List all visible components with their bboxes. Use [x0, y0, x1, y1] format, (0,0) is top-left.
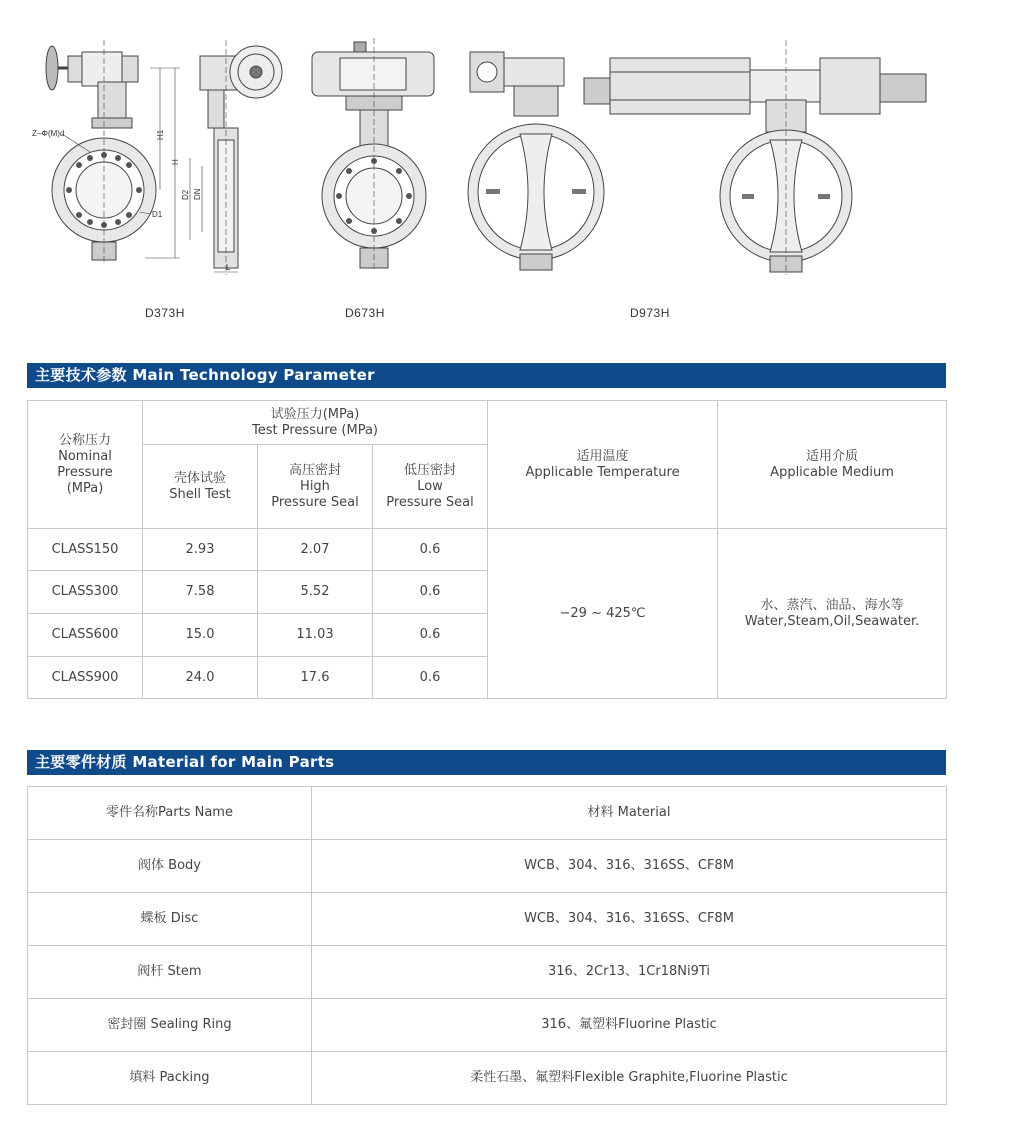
- technology-parameter-table: [27, 400, 947, 699]
- cell-temperature: −29 ~ 425℃: [488, 529, 718, 699]
- header-shell-cn: 壳体试验: [173, 470, 226, 486]
- header-medium-cn: 适用介质: [806, 448, 859, 464]
- cell-shell: 7.58: [143, 571, 258, 614]
- header-nominal-cn: 公称压力: [58, 432, 111, 448]
- label-d1: D1: [152, 210, 163, 219]
- label-d2: D2: [181, 189, 190, 200]
- cell-high: 17.6: [258, 657, 373, 699]
- cell-material: WCB、304、316、316SS、CF8M: [312, 893, 947, 946]
- table-row: [28, 529, 947, 571]
- header-high-cn: 高压密封: [288, 462, 341, 478]
- cell-part-name: 阀体 Body: [28, 840, 312, 893]
- model-label-d673h: D673H: [345, 306, 385, 320]
- model-label-d373h: D373H: [145, 306, 185, 320]
- cell-high: 11.03: [258, 614, 373, 657]
- cell-part-name: 填料 Packing: [28, 1052, 312, 1105]
- model-label-d973h: D973H: [630, 306, 670, 320]
- d373h-front-view: [46, 40, 180, 265]
- header-test-cn: 试验压力(MPa): [270, 406, 360, 422]
- cell-shell: 2.93: [143, 529, 258, 571]
- section-title-materials: 主要零件材质 Material for Main Parts: [27, 750, 946, 775]
- header-material: 材料 Material: [312, 787, 947, 840]
- header-nominal-en3: (MPa): [66, 480, 104, 496]
- section-title-technology: 主要技术参数 Main Technology Parameter: [27, 363, 946, 388]
- table-row: [28, 946, 947, 999]
- valve-drawings-svg: [0, 0, 1017, 300]
- d973h-pneumatic-view: [584, 40, 926, 275]
- cell-class: CLASS300: [28, 571, 143, 614]
- cell-medium: [718, 529, 947, 699]
- cell-medium-en: Water,Steam,Oil,Seawater.: [744, 613, 920, 629]
- cell-shell: 15.0: [143, 614, 258, 657]
- header-low-cn: 低压密封: [404, 462, 457, 478]
- cell-material: WCB、304、316、316SS、CF8M: [312, 840, 947, 893]
- header-temp-en: Applicable Temperature: [525, 464, 680, 480]
- d373h-side-view: [190, 40, 282, 275]
- header-low-pressure-seal: [373, 445, 488, 529]
- cell-low: 0.6: [373, 529, 488, 571]
- table-row: [28, 840, 947, 893]
- cell-class: CLASS600: [28, 614, 143, 657]
- cell-low: 0.6: [373, 571, 488, 614]
- cell-part-name: 阀杆 Stem: [28, 946, 312, 999]
- cell-high: 5.52: [258, 571, 373, 614]
- cell-part-name: 密封圈 Sealing Ring: [28, 999, 312, 1052]
- header-test-pressure: [143, 401, 488, 445]
- label-dn: DN: [193, 188, 202, 200]
- header-low-en1: Low: [417, 478, 443, 494]
- cell-material: 316、氟塑料Fluorine Plastic: [312, 999, 947, 1052]
- valve-drawings: [0, 0, 1017, 330]
- header-high-pressure-seal: [258, 445, 373, 529]
- label-z-phi: Z−Φ(M)d: [32, 129, 65, 138]
- cell-shell: 24.0: [143, 657, 258, 699]
- material-table: [27, 786, 947, 1105]
- header-nominal-pressure: [28, 401, 143, 529]
- cell-material: 柔性石墨、氟塑料Flexible Graphite,Fluorine Plastic: [312, 1052, 947, 1105]
- cell-part-name: 蝶板 Disc: [28, 893, 312, 946]
- d673h-view: [312, 38, 434, 272]
- header-low-en2: Pressure Seal: [386, 494, 474, 510]
- cell-class: CLASS150: [28, 529, 143, 571]
- cell-medium-cn: 水、蒸汽、油品、海水等: [760, 597, 904, 613]
- header-shell-test: [143, 445, 258, 529]
- header-medium-en: Applicable Medium: [770, 464, 894, 480]
- label-h1: H1: [156, 129, 165, 140]
- label-h: H: [171, 159, 180, 165]
- header-high-en2: Pressure Seal: [271, 494, 359, 510]
- cell-low: 0.6: [373, 614, 488, 657]
- header-temp-cn: 适用温度: [576, 448, 629, 464]
- header-nominal-en2: Pressure: [57, 464, 113, 480]
- header-medium: [718, 401, 947, 529]
- table-row: [28, 1052, 947, 1105]
- table-row: [28, 999, 947, 1052]
- header-high-en1: High: [300, 478, 330, 494]
- label-l: L: [226, 263, 231, 272]
- header-test-en: Test Pressure (MPa): [252, 422, 378, 438]
- cell-high: 2.07: [258, 529, 373, 571]
- header-parts-name: 零件名称Parts Name: [28, 787, 312, 840]
- cell-material: 316、2Cr13、1Cr18Ni9Ti: [312, 946, 947, 999]
- header-shell-en: Shell Test: [169, 486, 231, 502]
- header-temperature: [488, 401, 718, 529]
- cell-class: CLASS900: [28, 657, 143, 699]
- header-nominal-en1: Nominal: [58, 448, 112, 464]
- table-row: [28, 893, 947, 946]
- cell-low: 0.6: [373, 657, 488, 699]
